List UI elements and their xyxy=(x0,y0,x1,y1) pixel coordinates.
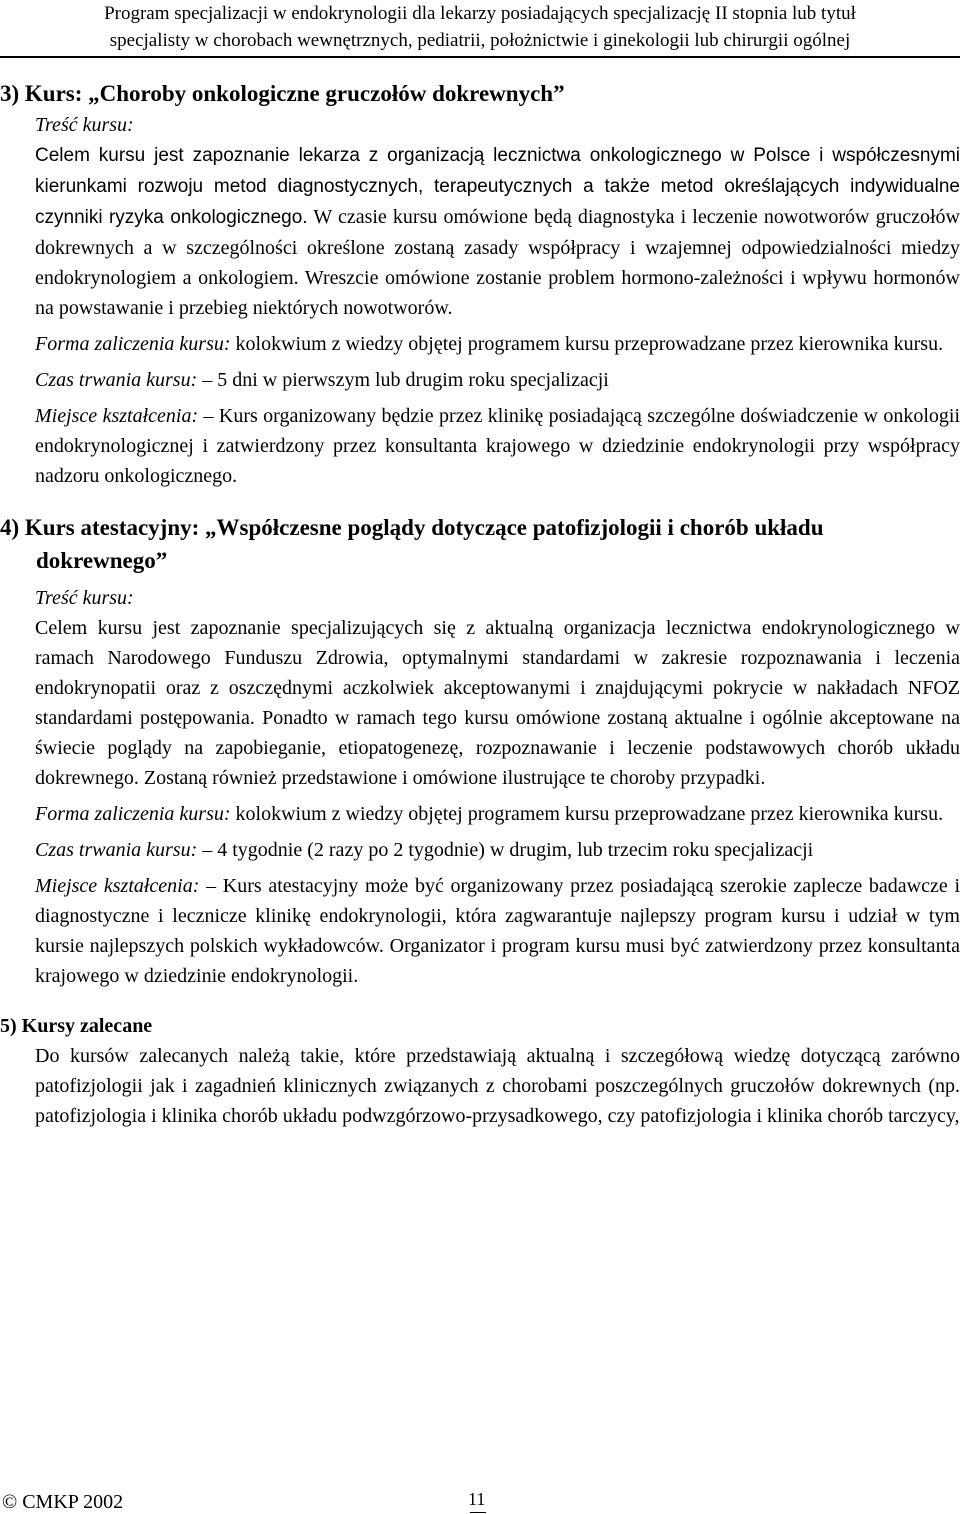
footer-page-underline xyxy=(470,1512,486,1513)
section-3-miejsce xyxy=(35,401,960,491)
header-line-1: Program specjalizacji w endokrynologii dla lekarzy posiadających specjalizację II stopnia lub tytuł xyxy=(104,3,856,24)
section-3-tresc-label: Treść kursu: xyxy=(35,114,134,136)
page-content xyxy=(0,77,960,1131)
header-divider xyxy=(0,56,960,58)
section-3-tresc-serif: W czasie kursu omówione będą diagnostyka i leczenie nowotworów gruczołów dokrewnych a w szczególności określone zostaną zasady współpracy i wzajemnej odpowiedzialności miedzy endokrynologiem a onkologiem. Wreszcie omówione zostanie problem hormono-zależności i wpływu hormonów na powstawanie i przebieg niektórych nowotworów. xyxy=(35,206,960,319)
section-5-body xyxy=(35,1041,960,1131)
section-3-forma-label: Forma zaliczenia kursu: xyxy=(35,333,231,355)
section-4-body xyxy=(35,577,960,991)
section-3-miejsce-text: – Kurs organizowany będzie przez klinikę posiadającą szczególne doświadczenie w onkologii endokrynologicznej i zatwierdzony przez konsultanta krajowego w dziedzinie endokrynologii przy współpracy nadzoru onkologicznego. xyxy=(35,405,960,487)
section-3-forma-text: kolokwium z wiedzy objętej programem kursu przeprowadzane przez kierownika kursu. xyxy=(230,333,944,355)
section-4-forma-text: kolokwium z wiedzy objętej programem kursu przeprowadzane przez kierownika kursu. xyxy=(230,803,944,825)
section-4-czas-text: – 4 tygodnie (2 razy po 2 tygodnie) w drugim, lub trzecim roku specjalizacji xyxy=(197,839,814,861)
section-3-forma xyxy=(35,329,960,359)
section-4-tresc-paragraph: Celem kursu jest zapoznanie specjalizujących się z aktualną organizacja lecznictwa endokrynologicznego w ramach Narodowego Funduszu Zdrowia, optymalnymi standardami w zakresie rozpoznawania i leczenia endokrynopatii oraz z oszczędnymi aczkolwiek akceptowanymi i znajdującymi pokrycie w nakładach NFOZ standardami postępowania. Ponadto w ramach tego kursu omówione zostaną aktualne i ogólnie akceptowane na świecie poglądy na zapobieganie, etiopatogenezę, rozpoznawanie i leczenie podstawowych chorób układu dokrewnego. Zostaną również przedstawione i omówione ilustrujące te choroby przypadki. xyxy=(35,617,960,789)
section-4-forma-label: Forma zaliczenia kursu: xyxy=(35,803,231,825)
section-4-miejsce xyxy=(35,871,960,991)
header-line-2: specjalisty w chorobach wewnętrznych, pediatrii, położnictwie i ginekologii lub chirurgii ogólnej xyxy=(109,30,851,51)
section-3-czas-text: – 5 dni w pierwszym lub drugim roku specjalizacji xyxy=(197,369,609,391)
footer-page-number: 11 xyxy=(468,1489,486,1509)
section-5-paragraph: Do kursów zalecanych należą takie, które przedstawiają aktualną i szczegółową wiedzę dotyczącą zarówno patofizjologii jak i zagadnień klinicznych związanych z chorobami poszczególnych gruczołów dokrewnych (np. patofizjologia i klinika chorób układu podwzgórzowo-przysadkowego, czy patofizjologia i klinika chorób tarczycy, xyxy=(35,1045,960,1127)
section-4-miejsce-label: Miejsce kształcenia: xyxy=(35,875,200,897)
section-4-tresc-label: Treść kursu: xyxy=(35,587,134,609)
section-4-forma xyxy=(35,799,960,829)
section-3-tresc-paragraph xyxy=(35,140,960,323)
section-5-heading: 5) Kursy zalecane xyxy=(0,1015,153,1037)
section-3-czas xyxy=(35,365,960,395)
footer-copyright: © CMKP 2002 xyxy=(2,1491,124,1513)
section-4-miejsce-text: – Kurs atestacyjny może być organizowany przez posiadającą szerokie zaplecze badawcze i diagnostyczne i lecznicze klinikę endokrynologii, która zagwarantuje najlepszy program kursu i udział w tym kursie najlepszych polskich wykładowców. Organizator i program kursu musi być zatwierdzony przez konsultanta krajowego w dziedzinie endokrynologii. xyxy=(35,875,960,987)
section-4-heading: 4) Kurs atestacyjny: „Współczesne poglądy dotyczące patofizjologii i chorób układu dokrewnego” xyxy=(0,515,824,573)
section-3-heading: 3) Kurs: „Choroby onkologiczne gruczołów dokrewnych” xyxy=(0,81,565,106)
running-header xyxy=(0,0,960,56)
section-3-tresc-sans: Celem kursu jest zapoznanie lekarza z organizacją lecznictwa onkologicznego w Polsce i współczesnymi kierunkami rozwoju metod diagnostycznych, terapeutycznych a także metod określających indywidualne czynniki ryzyka onkologicznego. xyxy=(35,145,960,228)
section-4-czas xyxy=(35,835,960,865)
section-3-miejsce-label: Miejsce kształcenia: xyxy=(35,405,199,427)
section-3-czas-label: Czas trwania kursu: xyxy=(35,369,198,391)
section-4-czas-label: Czas trwania kursu: xyxy=(35,839,198,861)
section-3-body xyxy=(35,110,960,491)
